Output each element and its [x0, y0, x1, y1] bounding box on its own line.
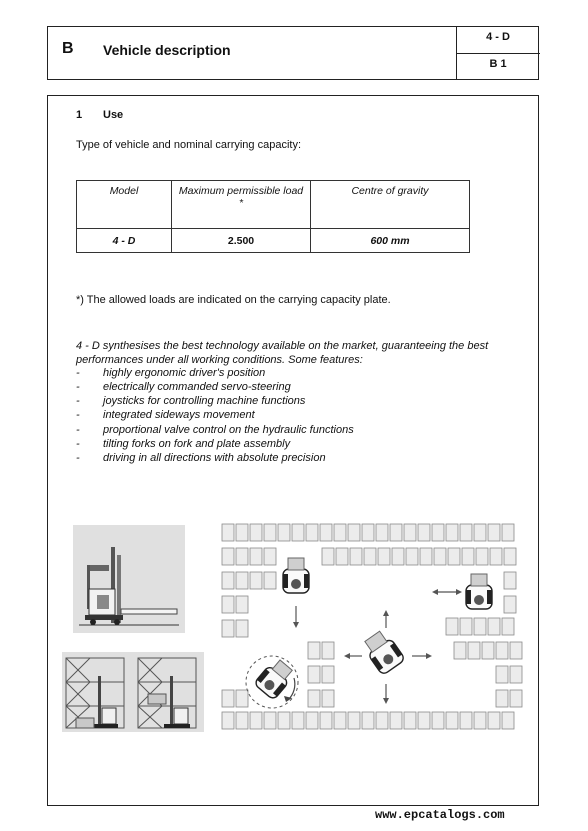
feature-bullet: -: [76, 367, 80, 379]
warehouse-top-view-illustration: [218, 518, 526, 734]
capacity-note: *) The allowed loads are indicated on the carrying capacity plate.: [76, 294, 391, 306]
spec-header-load: Maximum permissible load *: [172, 181, 311, 229]
spec-value-gravity: 600 mm: [311, 229, 470, 253]
feature-text: integrated sideways movement: [103, 409, 255, 421]
truck-side-view-illustration: [73, 525, 185, 633]
feature-text: tilting forks on fork and plate assembly: [103, 438, 291, 450]
feature-bullet: -: [76, 395, 80, 407]
spec-header-model: Model: [77, 181, 172, 229]
subsection-number: 1: [76, 109, 83, 121]
spec-value-load: 2.500: [172, 229, 311, 253]
feature-text: driving in all directions with absolute precision: [103, 452, 326, 464]
section-letter: B: [62, 40, 74, 57]
section-title: Vehicle description: [103, 42, 231, 58]
subsection-title: Use: [103, 109, 124, 121]
feature-bullet: -: [76, 438, 80, 450]
doc-code-bottom: B 1: [489, 58, 507, 70]
doc-code-top: 4 - D: [486, 31, 510, 43]
feature-bullet: -: [76, 424, 80, 436]
description-text: 4 - D synthesises the best technology available on the market, guaranteeing the best performances under all working conditions. Some features:: [76, 340, 489, 366]
feature-bullet: -: [76, 452, 80, 464]
header-code-divider: [456, 53, 540, 54]
spec-table: [76, 180, 470, 253]
feature-bullet: -: [76, 409, 80, 421]
spec-table-row: [77, 229, 470, 253]
spec-table-header-row: [77, 181, 470, 229]
feature-text: proportional valve control on the hydraulic functions: [103, 424, 354, 436]
footer-url[interactable]: www.epcatalogs.com: [375, 808, 505, 822]
feature-text: electrically commanded servo-steering: [103, 381, 291, 393]
feature-bullet: -: [76, 381, 80, 393]
rack-illustration: [62, 652, 204, 732]
spec-value-model: 4 - D: [77, 229, 172, 253]
intro-text: Type of vehicle and nominal carrying capacity:: [76, 139, 302, 151]
spec-header-gravity: Centre of gravity: [311, 181, 470, 229]
feature-text: joysticks for controlling machine functions: [103, 395, 306, 407]
feature-text: highly ergonomic driver's position: [103, 367, 266, 379]
